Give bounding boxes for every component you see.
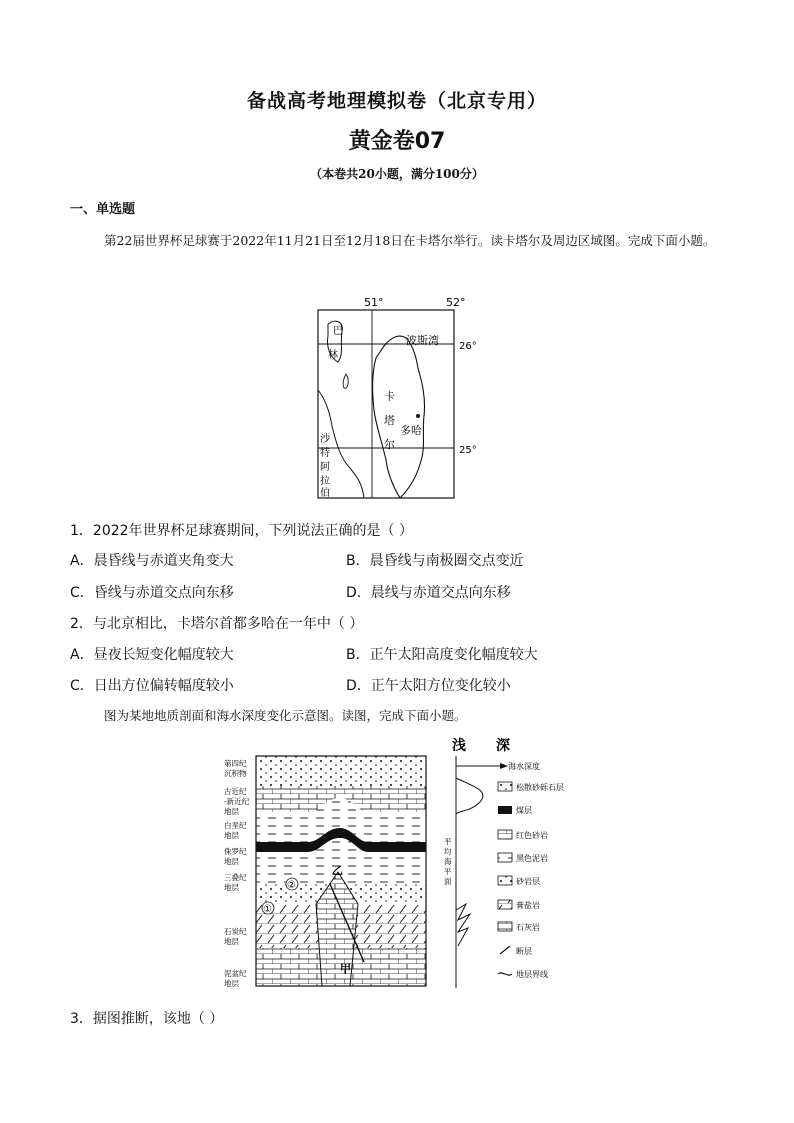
legend-swatch-boundary	[498, 973, 512, 975]
sea-level-char-5: 面	[444, 877, 452, 886]
legend-swatch-sandstone	[498, 876, 512, 885]
lat-label-25: 25°	[459, 445, 477, 456]
bahrain-char-2: 林	[328, 350, 338, 361]
lon-label-51: 51°	[364, 296, 384, 309]
strata-labels	[224, 758, 250, 988]
point-2-label: ②	[287, 880, 296, 891]
saudi-char-1: 沙	[320, 434, 330, 445]
saudi-char-3: 阿	[320, 462, 330, 473]
deep-label: 深	[496, 738, 510, 754]
legend-mudstone: 黑色泥岩	[516, 854, 548, 863]
sea-level-char-2: 均	[444, 847, 452, 856]
label-paleogene-2: -新近纪	[224, 797, 250, 806]
label-triassic-2: 地层	[224, 883, 239, 892]
q1-option-a: A．晨昏线与赤道夹角变大	[70, 553, 234, 569]
legend-swatch-red-sandstone	[498, 830, 512, 839]
label-paleogene-1: 古近纪	[224, 787, 247, 796]
layer-quaternary	[256, 756, 426, 786]
legend-swatch-gravel	[498, 782, 512, 791]
section-block	[256, 756, 426, 986]
shallow-label: 浅	[452, 738, 466, 754]
bahrain-char-1: 巴	[333, 326, 343, 337]
question-3: 3．据图推断，该地（ ）	[70, 1011, 224, 1027]
sea-level-char-4: 平	[444, 867, 452, 876]
section-heading: 一、单选题	[70, 202, 136, 217]
depth-axis-arrow	[500, 763, 508, 769]
depth-curve-upper	[456, 778, 483, 814]
label-quaternary-2: 沉积物	[224, 769, 247, 778]
q1-option-d: D．晨线与赤道交点向东移	[346, 585, 511, 601]
doha-dot	[416, 414, 420, 418]
legend-boundary: 地层界线	[516, 970, 548, 979]
saudi-char-4: 拉	[320, 476, 330, 487]
question-1: 1．2022年世界杯足球赛期间，下列说法正确的是（ ）	[70, 523, 413, 539]
label-carboniferous-1: 石炭纪	[224, 927, 247, 936]
bay-label: 波斯湾	[406, 334, 439, 347]
legend-fault: 断层	[516, 947, 532, 956]
lat-label-26: 26°	[459, 341, 477, 352]
legend-coal: 煤层	[516, 806, 532, 815]
label-devonian-1: 泥盆纪	[224, 969, 247, 978]
saudi-char-5: 伯	[320, 488, 330, 499]
qatar-char-1: 卡	[384, 390, 395, 403]
legend-swatch-mudstone	[498, 853, 512, 862]
fault-label: 乙	[332, 864, 343, 877]
legend-swatch-gypsum	[498, 900, 512, 909]
sea-level-char-1: 平	[444, 837, 452, 846]
legend-swatch-coal	[498, 806, 512, 814]
q2-option-c: C．日出方位偏转幅度较小	[70, 678, 234, 694]
saudi-char-2: 特	[320, 448, 330, 459]
label-cretaceous-1: 白垩纪	[224, 821, 247, 830]
qatar-char-2: 塔	[384, 414, 395, 427]
label-jurassic-2: 地层	[224, 857, 239, 866]
sea-level-char-3: 海	[444, 857, 452, 866]
jia-label: 甲	[340, 962, 351, 975]
legend	[498, 782, 564, 979]
label-carboniferous-2: 地层	[224, 937, 239, 946]
paper-subtitle: 黄金卷07	[348, 129, 446, 154]
q2-option-b: B．正午太阳高度变化幅度较大	[346, 647, 538, 663]
legend-swatch-limestone	[498, 922, 512, 931]
legend-sandstone: 砂岩层	[516, 877, 540, 886]
label-jurassic-1: 侏罗纪	[224, 847, 247, 856]
legend-swatch-fault	[500, 946, 510, 954]
label-cretaceous-2: 地层	[224, 831, 239, 840]
depth-axis-label: 海水深度	[508, 762, 540, 771]
q1-option-b: B．晨昏线与南极圈交点变近	[346, 553, 524, 569]
label-devonian-2: 地层	[224, 979, 239, 988]
qatar-map	[300, 292, 500, 504]
intro-paragraph-2: 图为某地地质剖面和海水深度变化示意图。读图，完成下面小题。	[104, 708, 467, 723]
q2-option-d: D．正午太阳方位变化较小	[346, 678, 511, 694]
q2-option-a: A．昼夜长短变化幅度较大	[70, 647, 234, 663]
legend-gravel: 松散砂砾石层	[516, 783, 564, 792]
qatar-char-3: 尔	[384, 438, 395, 451]
legend-red-sandstone: 红色砂岩	[516, 831, 548, 840]
label-triassic-1: 三叠纪	[224, 873, 247, 882]
intro-paragraph-1: 第22届世界杯足球赛于2022年11月21日至12月18日在卡塔尔举行。读卡塔尔及周边区域图。完成下面小题。	[104, 233, 716, 248]
depth-curve-lower	[456, 904, 470, 946]
q1-option-c: C．昏线与赤道交点向东移	[70, 585, 234, 601]
geologic-section-figure	[218, 734, 618, 996]
page-title: 备战高考地理模拟卷（北京专用）	[246, 90, 547, 112]
point-1-label: ①	[263, 904, 272, 915]
city-label: 多哈	[400, 424, 422, 437]
paper-note: （本卷共20小题，满分100分）	[310, 167, 484, 181]
label-quaternary-1: 第四纪	[224, 759, 247, 768]
lon-label-52: 52°	[446, 296, 466, 309]
question-2: 2．与北京相比，卡塔尔首都多哈在一年中（ ）	[70, 616, 364, 632]
label-paleogene-3: 地层	[224, 807, 239, 816]
legend-gypsum: 膏盐岩	[516, 901, 540, 910]
legend-limestone: 石灰岩	[516, 923, 540, 932]
